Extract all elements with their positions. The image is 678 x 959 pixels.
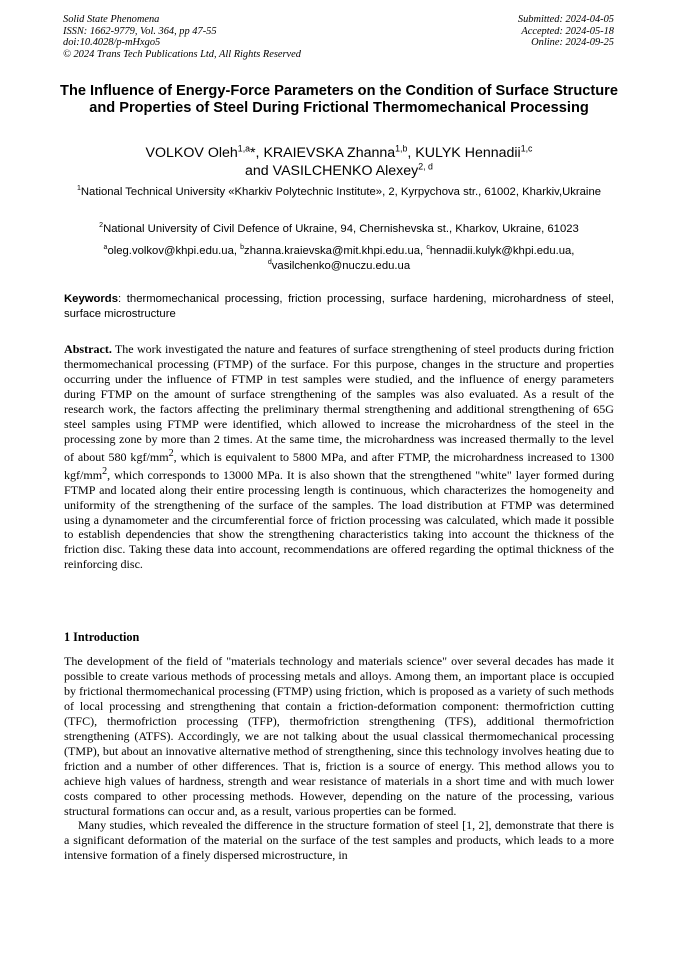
author-superscript: 1,b <box>395 143 408 154</box>
email-superscript: a <box>103 244 108 252</box>
copyright: © 2024 Trans Tech Publications Ltd, All Rights Reserved <box>63 48 301 60</box>
paragraph: The development of the field of "materials technology and materials science" over several decades has made it possible to create various methods of processing metals and alloys. Among them, an important place is occupied by frictional thermomechanical processing (FTMP) using friction, which is proposed as a variety of such methods of local processing and strengthening that contain a friction-deformation component: thermofriction cutting (TFC), thermofriction processing (TFP), thermofriction strengthening (TFS), additional thermofriction strengthening (ATFS). Accordingly, we are not talking about the usual classical thermomechanical processing (TMP), but about an innovative alternative method of strengthening, since this technology involves heating due to friction and a number of other differences. That is, friction is a source of energy. This method allows you to achieve high values of hardness, strength and wear resistance of materials in a short time and with much lower costs compared to other processing methods. However, depending on the nature of the processing, various structural formations can occur and, as a result, various properties can be formed. <box>64 654 614 818</box>
accepted-date: Accepted: 2024-05-18 <box>521 25 614 37</box>
email-superscript: d <box>267 258 272 266</box>
author-name: KULYK Hennadii <box>415 145 521 161</box>
publication-dates <box>518 14 614 49</box>
author-list <box>60 145 618 180</box>
keywords <box>64 292 614 322</box>
paper-title: The Influence of Energy-Force Parameters on the Condition of Surface Structure and Properties of Steel During Frictional Thermomechanical Processing <box>60 83 618 117</box>
email-separator: , <box>420 245 427 257</box>
paragraph: Many studies, which revealed the difference in the structure formation of steel [1, 2], demonstrate that there is a significant deformation of the material on the surface of the test samples and products, which leads to a more intensive formation of a finely dispersed microstructure, in <box>64 818 614 863</box>
email-link[interactable]: hennadii.kulyk@khpi.edu.ua, <box>429 245 575 257</box>
issn-volume: ISSN: 1662-9779, Vol. 364, pp 47-55 <box>63 25 217 37</box>
abstract-text: , which is equivalent to 5800 MPa, and after FTMP, the microhardness increased to 1300 kgf/mm <box>64 449 614 482</box>
abstract-label: Abstract. <box>64 342 112 356</box>
email-separator: , <box>233 245 241 257</box>
keywords-text: : thermomechanical processing, friction processing, surface hardening, microhardness of steel, surface microstructure <box>64 293 614 321</box>
affiliation-number: 2 <box>99 222 104 230</box>
superscript: 2 <box>102 465 108 477</box>
doi: doi:10.4028/p-mHxgo5 <box>63 37 161 49</box>
affiliation-text: National Technical University «Kharkiv Polytechnic Institute», 2, Kyrpychova str., 61002, Kharkiv,Ukraine <box>80 186 602 198</box>
affiliation-1 <box>60 185 618 200</box>
submitted-date: Submitted: 2024-04-05 <box>517 14 614 25</box>
superscript: 2 <box>168 447 174 459</box>
affiliation-number: 1 <box>76 185 81 193</box>
section-heading: 1 Introduction <box>64 630 140 644</box>
author-name: VOLKOV Oleh <box>145 145 238 161</box>
email-link[interactable]: vasilchenko@nuczu.edu.ua <box>271 259 411 272</box>
author-conjunction: and <box>245 162 273 179</box>
email-superscript: c <box>426 244 430 252</box>
author-superscript: 2, d <box>418 160 433 171</box>
journal-name: Solid State Phenomena <box>63 14 160 25</box>
corresponding-mark: *, <box>250 145 264 161</box>
abstract-text: , which corresponds to 13000 MPa. It is also shown that the strengthened "white" layer formed during FTMP and located along their entire processing length is continuous, which characterizes the homogeneity and uniformity of the strengthening of the surface of the samples. The load distribution at FTMP was determined using a dynamometer and the circumferential force of friction processing was calculated, which made it possible to establish dependencies that show the strengthening characteristics taking into account the thickness of the friction disc. Taking these data into account, recommendations are offered regarding the optimal thickness of the reinforcing disc. <box>64 467 614 572</box>
author-name: VASILCHENKO Alexey <box>272 162 419 179</box>
author-superscript: 1,c <box>520 143 533 154</box>
publication-info <box>63 14 301 60</box>
abstract-text: The work investigated the nature and features of surface strengthening of steel products during friction thermomechanical processing (FTMP) of the surface. For this purpose, changes in the structure and properties occurring under the influence of FTMP in test samples were studied, and the influence of energy parameters during FTMP on the amount of surface strengthening of the samples was also evaluated. As a result of the research work, the factors affecting the preliminary thermal strengthening and additional strengthening of 65G steel samples using FTMP were identified, which allowed to increase the microhardness of the steel in the processing zone by more than 2 times. At the same time, the microhardness was increased thermally to the level of about 580 kgf/mm <box>64 342 614 464</box>
abstract <box>64 342 614 572</box>
author-superscript: 1,a <box>237 143 251 154</box>
author-name: KRAIEVSKA Zhanna <box>263 145 396 161</box>
keywords-label: Keywords <box>64 293 118 305</box>
email-superscript: b <box>240 244 245 252</box>
email-link[interactable]: zhanna.kraievska@mit.khpi.edu.ua <box>244 245 421 257</box>
author-emails <box>60 244 618 273</box>
author-separator: , <box>407 145 416 161</box>
affiliation-2 <box>60 222 618 237</box>
email-link[interactable]: oleg.volkov@khpi.edu.ua <box>107 245 234 257</box>
affiliation-text: National University of Civil Defence of Ukraine, 94, Chernishevska st., Kharkov, Ukraine, 61023 <box>103 223 579 235</box>
introduction-body <box>64 654 614 863</box>
online-date: Online: 2024-09-25 <box>531 37 614 49</box>
